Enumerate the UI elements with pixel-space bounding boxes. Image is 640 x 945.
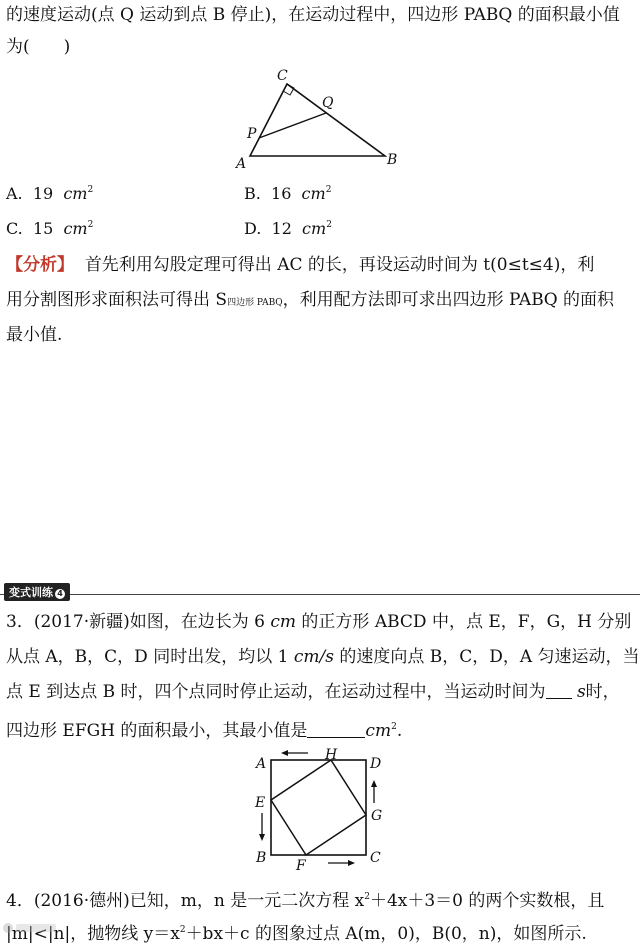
sq-label-f: F	[296, 858, 306, 872]
sq-label-g: G	[371, 808, 383, 824]
q2-text-line-1: 的速度运动(点 Q 运动到点 B 停止)，在运动过程中，四边形 PABQ 的面积最小值	[6, 5, 620, 25]
option-b: B. 16 $cm^2$	[244, 184, 332, 203]
label-q: Q	[322, 95, 334, 111]
q4-line-1: 4．(2016·德州)已知，m，n 是一元二次方程 $x^2+4x+3=0$ 的两个实数根，且	[6, 891, 605, 911]
option-a: A. 19 $cm^2$	[6, 184, 94, 203]
sq-label-a: A	[256, 756, 267, 772]
analysis-tag: 【分析】	[6, 255, 74, 275]
watermark-logo	[0, 918, 70, 938]
q3-line-1: 3．(2017·新疆)如图，在边长为 6 cm 的正方形 ABCD 中，点 E，F，G，H 分别	[6, 612, 632, 632]
option-c: C. 15 $cm^2$	[6, 219, 94, 238]
sq-label-d: D	[370, 756, 382, 772]
option-d: D. 12 $cm^2$	[244, 219, 332, 238]
sq-label-b: B	[256, 850, 267, 866]
q4-line-2: |m|<|n|，抛物线 $y=x^2+bx+c$ 的图象过点 A(m，0)，B(0，n)，如图所示.	[6, 924, 587, 944]
analysis-line-2: 用分割图形求面积法可得出 S四边形 PABQ，利用配方法即可求出四边形 PABQ 的面积	[6, 290, 615, 310]
section-badge: 变式训练 4	[4, 583, 70, 601]
label-c: C	[277, 68, 288, 84]
square-figure	[248, 748, 388, 872]
analysis-line-1: 【分析】 首先利用勾股定理可得出 AC 的长，再设运动时间为 t(0≤t≤4)，利	[6, 255, 595, 275]
q3-line-4: 四边形 EFGH 的面积最小，其最小值是 $cm^2$.	[6, 721, 403, 741]
label-p: P	[247, 126, 257, 142]
section-divider	[0, 594, 640, 595]
q2-text-line-2: 为( )	[6, 37, 71, 57]
q3-line-3: 点 E 到达点 B 时，四个点同时停止运动，在运动过程中，当运动时间为 s时，	[6, 682, 620, 702]
analysis-line-3: 最小值.	[6, 325, 63, 345]
label-a: A	[236, 156, 247, 172]
sq-label-h: H	[325, 748, 338, 763]
label-b: B	[387, 152, 398, 168]
sq-label-c: C	[370, 850, 381, 866]
q3-line-2: 从点 A，B，C，D 同时出发，均以 1 cm/s 的速度向点 B，C，D，A 匀速运动，当	[6, 647, 640, 667]
triangle-figure	[225, 64, 415, 176]
sq-label-e: E	[255, 795, 266, 811]
